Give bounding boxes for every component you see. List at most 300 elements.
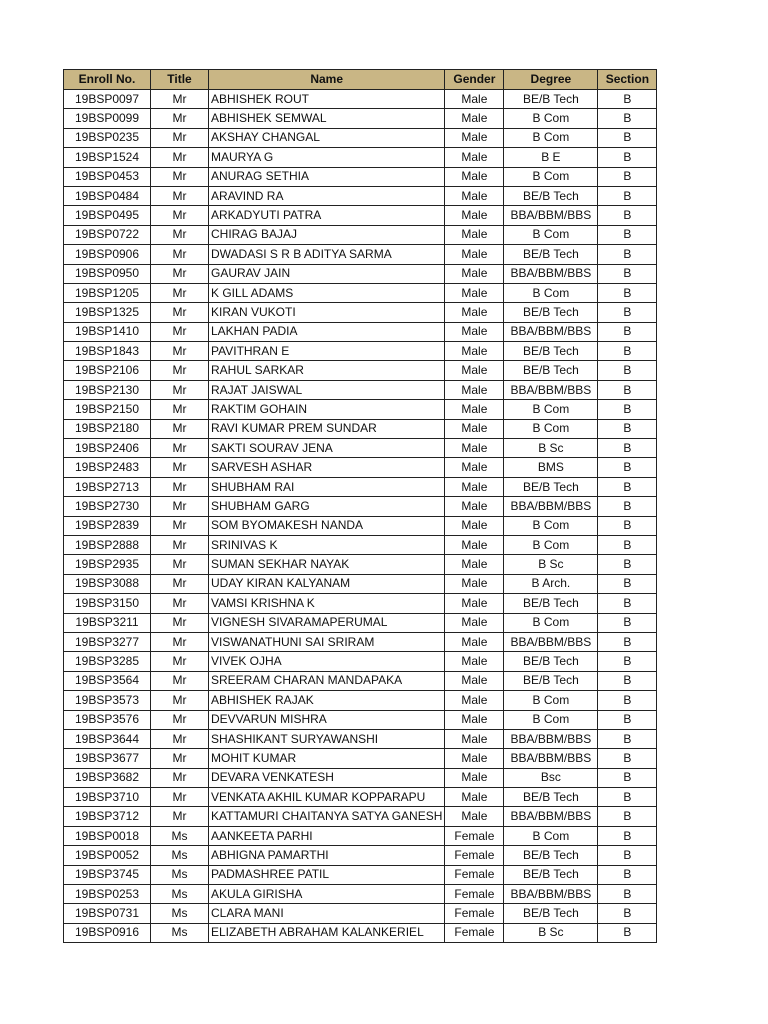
enroll-no-cell: 19BSP3745	[64, 865, 151, 884]
gender-cell: Male	[445, 477, 504, 496]
title-cell: Mr	[151, 691, 209, 710]
degree-cell: B Com	[504, 516, 598, 535]
title-cell: Mr	[151, 128, 209, 147]
gender-cell: Male	[445, 225, 504, 244]
degree-cell: BE/B Tech	[504, 846, 598, 865]
title-cell: Ms	[151, 904, 209, 923]
section-cell: B	[598, 380, 657, 399]
degree-cell: BBA/BBM/BBS	[504, 885, 598, 904]
section-cell: B	[598, 206, 657, 225]
name-cell: AKSHAY CHANGAL	[209, 128, 445, 147]
name-cell: ABHIGNA PAMARTHI	[209, 846, 445, 865]
degree-cell: B Com	[504, 710, 598, 729]
degree-cell: B Com	[504, 283, 598, 302]
section-cell: B	[598, 788, 657, 807]
title-cell: Mr	[151, 167, 209, 186]
title-cell: Mr	[151, 90, 209, 109]
degree-cell: B Com	[504, 826, 598, 845]
degree-cell: B Com	[504, 128, 598, 147]
name-cell: SHUBHAM GARG	[209, 497, 445, 516]
title-cell: Mr	[151, 419, 209, 438]
degree-cell: BE/B Tech	[504, 90, 598, 109]
name-cell: RAHUL SARKAR	[209, 361, 445, 380]
table-row	[64, 400, 657, 419]
table-row	[64, 90, 657, 109]
enroll-no-cell: 19BSP3150	[64, 594, 151, 613]
title-cell: Mr	[151, 671, 209, 690]
section-cell: B	[598, 632, 657, 651]
degree-cell: B E	[504, 148, 598, 167]
title-cell: Mr	[151, 652, 209, 671]
gender-cell: Male	[445, 710, 504, 729]
enroll-no-cell: 19BSP0906	[64, 245, 151, 264]
title-cell: Mr	[151, 477, 209, 496]
degree-cell: BBA/BBM/BBS	[504, 322, 598, 341]
header-gender: Gender	[445, 70, 504, 90]
section-cell: B	[598, 419, 657, 438]
section-cell: B	[598, 497, 657, 516]
enroll-no-cell: 19BSP2483	[64, 458, 151, 477]
table-row	[64, 826, 657, 845]
table-header	[64, 70, 657, 90]
header-name: Name	[209, 70, 445, 90]
section-cell: B	[598, 477, 657, 496]
enroll-no-cell: 19BSP3682	[64, 768, 151, 787]
enroll-no-cell: 19BSP1843	[64, 342, 151, 361]
table-body	[64, 90, 657, 943]
enroll-no-cell: 19BSP2839	[64, 516, 151, 535]
name-cell: AKULA GIRISHA	[209, 885, 445, 904]
name-cell: AANKEETA PARHI	[209, 826, 445, 845]
name-cell: LAKHAN PADIA	[209, 322, 445, 341]
degree-cell: B Com	[504, 109, 598, 128]
name-cell: VIGNESH SIVARAMAPERUMAL	[209, 613, 445, 632]
gender-cell: Male	[445, 555, 504, 574]
title-cell: Mr	[151, 749, 209, 768]
enroll-no-cell: 19BSP0253	[64, 885, 151, 904]
gender-cell: Male	[445, 788, 504, 807]
title-cell: Mr	[151, 632, 209, 651]
title-cell: Mr	[151, 245, 209, 264]
title-cell: Mr	[151, 303, 209, 322]
table-row	[64, 729, 657, 748]
degree-cell: B Sc	[504, 439, 598, 458]
gender-cell: Male	[445, 380, 504, 399]
title-cell: Ms	[151, 923, 209, 942]
name-cell: ARKADYUTI PATRA	[209, 206, 445, 225]
section-cell: B	[598, 729, 657, 748]
gender-cell: Male	[445, 516, 504, 535]
name-cell: ABHISHEK RAJAK	[209, 691, 445, 710]
degree-cell: BE/B Tech	[504, 477, 598, 496]
section-cell: B	[598, 807, 657, 826]
gender-cell: Male	[445, 671, 504, 690]
name-cell: RAKTIM GOHAIN	[209, 400, 445, 419]
gender-cell: Female	[445, 904, 504, 923]
gender-cell: Male	[445, 652, 504, 671]
enroll-no-cell: 19BSP0950	[64, 264, 151, 283]
title-cell: Mr	[151, 439, 209, 458]
header-degree: Degree	[504, 70, 598, 90]
degree-cell: BBA/BBM/BBS	[504, 729, 598, 748]
section-cell: B	[598, 264, 657, 283]
table-row	[64, 671, 657, 690]
enroll-no-cell: 19BSP3710	[64, 788, 151, 807]
table-row	[64, 904, 657, 923]
name-cell: SARVESH ASHAR	[209, 458, 445, 477]
enroll-no-cell: 19BSP2935	[64, 555, 151, 574]
header-row	[64, 70, 657, 90]
gender-cell: Male	[445, 264, 504, 283]
degree-cell: BBA/BBM/BBS	[504, 380, 598, 399]
name-cell: DEVVARUN MISHRA	[209, 710, 445, 729]
name-cell: SOM BYOMAKESH NANDA	[209, 516, 445, 535]
gender-cell: Male	[445, 342, 504, 361]
gender-cell: Male	[445, 807, 504, 826]
enroll-no-cell: 19BSP0731	[64, 904, 151, 923]
gender-cell: Male	[445, 574, 504, 593]
title-cell: Mr	[151, 535, 209, 554]
title-cell: Ms	[151, 865, 209, 884]
name-cell: K GILL ADAMS	[209, 283, 445, 302]
section-cell: B	[598, 885, 657, 904]
degree-cell: BBA/BBM/BBS	[504, 807, 598, 826]
degree-cell: BE/B Tech	[504, 865, 598, 884]
enroll-no-cell: 19BSP3573	[64, 691, 151, 710]
name-cell: SUMAN SEKHAR NAYAK	[209, 555, 445, 574]
table-row	[64, 632, 657, 651]
table-row	[64, 710, 657, 729]
table-row	[64, 613, 657, 632]
enroll-no-cell: 19BSP0235	[64, 128, 151, 147]
enroll-no-cell: 19BSP3677	[64, 749, 151, 768]
section-cell: B	[598, 671, 657, 690]
name-cell: SHUBHAM RAI	[209, 477, 445, 496]
table-row	[64, 516, 657, 535]
section-cell: B	[598, 167, 657, 186]
degree-cell: BE/B Tech	[504, 594, 598, 613]
table-row	[64, 594, 657, 613]
section-cell: B	[598, 439, 657, 458]
enroll-no-cell: 19BSP2888	[64, 535, 151, 554]
name-cell: RAJAT JAISWAL	[209, 380, 445, 399]
section-cell: B	[598, 245, 657, 264]
enroll-no-cell: 19BSP1205	[64, 283, 151, 302]
enroll-no-cell: 19BSP3564	[64, 671, 151, 690]
enroll-no-cell: 19BSP0916	[64, 923, 151, 942]
name-cell: KIRAN VUKOTI	[209, 303, 445, 322]
section-cell: B	[598, 148, 657, 167]
student-list-table	[63, 69, 657, 943]
gender-cell: Male	[445, 749, 504, 768]
name-cell: VENKATA AKHIL KUMAR KOPPARAPU	[209, 788, 445, 807]
table-row	[64, 885, 657, 904]
gender-cell: Male	[445, 400, 504, 419]
section-cell: B	[598, 400, 657, 419]
enroll-no-cell: 19BSP3277	[64, 632, 151, 651]
name-cell: VIVEK OJHA	[209, 652, 445, 671]
name-cell: ABHISHEK ROUT	[209, 90, 445, 109]
gender-cell: Male	[445, 128, 504, 147]
gender-cell: Male	[445, 691, 504, 710]
title-cell: Mr	[151, 109, 209, 128]
table-row	[64, 342, 657, 361]
header-title: Title	[151, 70, 209, 90]
degree-cell: B Com	[504, 691, 598, 710]
table-row	[64, 458, 657, 477]
title-cell: Mr	[151, 729, 209, 748]
gender-cell: Male	[445, 148, 504, 167]
table-row	[64, 303, 657, 322]
enroll-no-cell: 19BSP1524	[64, 148, 151, 167]
table-row	[64, 497, 657, 516]
title-cell: Mr	[151, 516, 209, 535]
section-cell: B	[598, 691, 657, 710]
enroll-no-cell: 19BSP2180	[64, 419, 151, 438]
table-row	[64, 768, 657, 787]
gender-cell: Male	[445, 186, 504, 205]
enroll-no-cell: 19BSP0052	[64, 846, 151, 865]
gender-cell: Male	[445, 109, 504, 128]
table-row	[64, 167, 657, 186]
gender-cell: Male	[445, 632, 504, 651]
title-cell: Mr	[151, 458, 209, 477]
enroll-no-cell: 19BSP2713	[64, 477, 151, 496]
name-cell: VISWANATHUNI SAI SRIRAM	[209, 632, 445, 651]
title-cell: Mr	[151, 264, 209, 283]
name-cell: CHIRAG BAJAJ	[209, 225, 445, 244]
degree-cell: B Com	[504, 419, 598, 438]
section-cell: B	[598, 768, 657, 787]
section-cell: B	[598, 826, 657, 845]
enroll-no-cell: 19BSP2106	[64, 361, 151, 380]
section-cell: B	[598, 652, 657, 671]
gender-cell: Male	[445, 303, 504, 322]
section-cell: B	[598, 303, 657, 322]
name-cell: SAKTI SOURAV JENA	[209, 439, 445, 458]
gender-cell: Male	[445, 535, 504, 554]
table-row	[64, 148, 657, 167]
table-row	[64, 749, 657, 768]
section-cell: B	[598, 225, 657, 244]
enroll-no-cell: 19BSP0453	[64, 167, 151, 186]
table-row	[64, 264, 657, 283]
table-row	[64, 477, 657, 496]
degree-cell: BE/B Tech	[504, 303, 598, 322]
gender-cell: Female	[445, 846, 504, 865]
title-cell: Mr	[151, 322, 209, 341]
enroll-no-cell: 19BSP2150	[64, 400, 151, 419]
gender-cell: Male	[445, 768, 504, 787]
table-row	[64, 322, 657, 341]
table-row	[64, 923, 657, 942]
title-cell: Mr	[151, 380, 209, 399]
name-cell: DEVARA VENKATESH	[209, 768, 445, 787]
table-row	[64, 574, 657, 593]
degree-cell: BE/B Tech	[504, 788, 598, 807]
table-row	[64, 535, 657, 554]
section-cell: B	[598, 128, 657, 147]
section-cell: B	[598, 749, 657, 768]
name-cell: CLARA MANI	[209, 904, 445, 923]
section-cell: B	[598, 186, 657, 205]
table-row	[64, 225, 657, 244]
gender-cell: Male	[445, 167, 504, 186]
name-cell: SHASHIKANT SURYAWANSHI	[209, 729, 445, 748]
enroll-no-cell: 19BSP3712	[64, 807, 151, 826]
section-cell: B	[598, 594, 657, 613]
section-cell: B	[598, 516, 657, 535]
name-cell: PADMASHREE PATIL	[209, 865, 445, 884]
name-cell: ABHISHEK SEMWAL	[209, 109, 445, 128]
section-cell: B	[598, 361, 657, 380]
section-cell: B	[598, 322, 657, 341]
gender-cell: Male	[445, 206, 504, 225]
degree-cell: B Com	[504, 535, 598, 554]
enroll-no-cell: 19BSP1325	[64, 303, 151, 322]
title-cell: Mr	[151, 710, 209, 729]
enroll-no-cell: 19BSP3644	[64, 729, 151, 748]
title-cell: Mr	[151, 497, 209, 516]
gender-cell: Male	[445, 322, 504, 341]
title-cell: Mr	[151, 788, 209, 807]
table-row	[64, 186, 657, 205]
title-cell: Mr	[151, 400, 209, 419]
enroll-no-cell: 19BSP0018	[64, 826, 151, 845]
gender-cell: Male	[445, 497, 504, 516]
enroll-no-cell: 19BSP0495	[64, 206, 151, 225]
title-cell: Ms	[151, 885, 209, 904]
degree-cell: BBA/BBM/BBS	[504, 632, 598, 651]
degree-cell: BBA/BBM/BBS	[504, 497, 598, 516]
degree-cell: BBA/BBM/BBS	[504, 749, 598, 768]
enroll-no-cell: 19BSP3088	[64, 574, 151, 593]
degree-cell: BE/B Tech	[504, 904, 598, 923]
table-row	[64, 419, 657, 438]
name-cell: PAVITHRAN E	[209, 342, 445, 361]
name-cell: ELIZABETH ABRAHAM KALANKERIEL	[209, 923, 445, 942]
title-cell: Mr	[151, 574, 209, 593]
name-cell: SRINIVAS K	[209, 535, 445, 554]
gender-cell: Male	[445, 613, 504, 632]
enroll-no-cell: 19BSP1410	[64, 322, 151, 341]
title-cell: Mr	[151, 613, 209, 632]
table-row	[64, 206, 657, 225]
degree-cell: BE/B Tech	[504, 671, 598, 690]
degree-cell: BE/B Tech	[504, 186, 598, 205]
gender-cell: Female	[445, 923, 504, 942]
title-cell: Mr	[151, 186, 209, 205]
section-cell: B	[598, 90, 657, 109]
gender-cell: Male	[445, 594, 504, 613]
name-cell: MAURYA G	[209, 148, 445, 167]
enroll-no-cell: 19BSP2406	[64, 439, 151, 458]
table-row	[64, 865, 657, 884]
degree-cell: B Com	[504, 400, 598, 419]
name-cell: KATTAMURI CHAITANYA SATYA GANESH	[209, 807, 445, 826]
table-row	[64, 439, 657, 458]
table-row	[64, 128, 657, 147]
enroll-no-cell: 19BSP0099	[64, 109, 151, 128]
name-cell: RAVI KUMAR PREM SUNDAR	[209, 419, 445, 438]
section-cell: B	[598, 846, 657, 865]
degree-cell: B Com	[504, 225, 598, 244]
gender-cell: Male	[445, 245, 504, 264]
enroll-no-cell: 19BSP0097	[64, 90, 151, 109]
section-cell: B	[598, 923, 657, 942]
degree-cell: BMS	[504, 458, 598, 477]
name-cell: UDAY KIRAN KALYANAM	[209, 574, 445, 593]
table-row	[64, 652, 657, 671]
table-row	[64, 691, 657, 710]
table-row	[64, 361, 657, 380]
table-row	[64, 283, 657, 302]
title-cell: Ms	[151, 826, 209, 845]
section-cell: B	[598, 574, 657, 593]
section-cell: B	[598, 109, 657, 128]
degree-cell: B Com	[504, 613, 598, 632]
title-cell: Mr	[151, 283, 209, 302]
degree-cell: B Arch.	[504, 574, 598, 593]
degree-cell: BBA/BBM/BBS	[504, 264, 598, 283]
title-cell: Mr	[151, 148, 209, 167]
title-cell: Mr	[151, 768, 209, 787]
enroll-no-cell: 19BSP3285	[64, 652, 151, 671]
gender-cell: Male	[445, 729, 504, 748]
section-cell: B	[598, 342, 657, 361]
section-cell: B	[598, 710, 657, 729]
header-enroll-no: Enroll No.	[64, 70, 151, 90]
gender-cell: Male	[445, 90, 504, 109]
gender-cell: Male	[445, 283, 504, 302]
section-cell: B	[598, 535, 657, 554]
degree-cell: BBA/BBM/BBS	[504, 206, 598, 225]
table-row	[64, 380, 657, 399]
enroll-no-cell: 19BSP3576	[64, 710, 151, 729]
title-cell: Mr	[151, 206, 209, 225]
section-cell: B	[598, 458, 657, 477]
section-cell: B	[598, 865, 657, 884]
title-cell: Mr	[151, 594, 209, 613]
enroll-no-cell: 19BSP0722	[64, 225, 151, 244]
degree-cell: BE/B Tech	[504, 342, 598, 361]
gender-cell: Female	[445, 885, 504, 904]
degree-cell: B Sc	[504, 923, 598, 942]
name-cell: ARAVIND RA	[209, 186, 445, 205]
gender-cell: Male	[445, 361, 504, 380]
gender-cell: Female	[445, 865, 504, 884]
title-cell: Mr	[151, 807, 209, 826]
title-cell: Mr	[151, 225, 209, 244]
gender-cell: Male	[445, 458, 504, 477]
title-cell: Mr	[151, 555, 209, 574]
name-cell: DWADASI S R B ADITYA SARMA	[209, 245, 445, 264]
section-cell: B	[598, 555, 657, 574]
table-row	[64, 788, 657, 807]
name-cell: ANURAG SETHIA	[209, 167, 445, 186]
degree-cell: BE/B Tech	[504, 245, 598, 264]
section-cell: B	[598, 904, 657, 923]
title-cell: Ms	[151, 846, 209, 865]
table-row	[64, 807, 657, 826]
gender-cell: Male	[445, 439, 504, 458]
section-cell: B	[598, 613, 657, 632]
table-row	[64, 109, 657, 128]
table-row	[64, 555, 657, 574]
degree-cell: B Sc	[504, 555, 598, 574]
enroll-no-cell: 19BSP2730	[64, 497, 151, 516]
degree-cell: Bsc	[504, 768, 598, 787]
